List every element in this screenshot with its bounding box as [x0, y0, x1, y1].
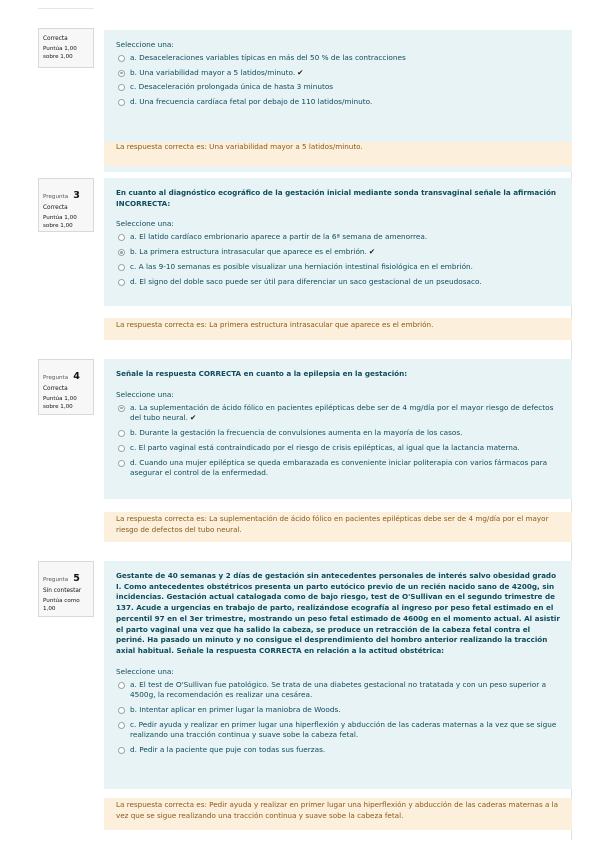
option-d[interactable] [116, 97, 560, 108]
points-line: Puntúa 1,00 [43, 215, 77, 221]
radio-button[interactable] [118, 707, 125, 714]
option-c[interactable] [116, 82, 560, 93]
option-d[interactable] [116, 277, 560, 288]
option-label: d. Cuando una mujer epiléptica se queda embarazada es conveniente iniciar politerapia con varios fármacos para asegurar el control de la enfermedad. [130, 457, 548, 478]
select-prompt: Seleccione una: [116, 40, 174, 49]
option-label: c. Pedir ayuda y realizar en primer lugar una hiperflexión y abducción de las caderas maternas a la vez que se sigue realizando una tracción continua y suave sobe la cabeza fetal. [130, 719, 557, 740]
radio-button[interactable] [118, 99, 125, 106]
question-state: Correcta [43, 386, 68, 392]
question-points [43, 598, 89, 613]
option-b[interactable] [116, 428, 560, 439]
question-text: Gestante de 40 semanas y 2 días de gestación sin antecedentes personales de interés salvo obesidad grado I. Como antecedentes obstétricos presenta un parto eutócico previo de un recién nacido sano de 4200g, sin incidencias. Gestación actual catalogada como de bajo riesgo, test de O'Sullivan en el segundo trimestre de 137. Acude a urgencias en trabajo de parto, realizándose ecografía al ingreso por peso fetal estimado en el percentil 97 en el 3er trimestre, mostrando un peso fetal estimado de 4600g en el momento actual. Al asistir el parto vaginal una vez que ha salido la cabeza, se produce un retracción de la cabeza fetal contra el periné. Ha pasado un minuto y no consigue el desprendimiento del hombro anterior realizando la tracción axial habitual. Señale la respuesta CORRECTA en relación a la actitud obstétrica: [116, 571, 560, 655]
option-b[interactable] [116, 705, 560, 716]
question-number: 5 [73, 573, 80, 584]
question-label: Pregunta [43, 194, 69, 200]
option-label: c. A las 9-10 semanas es posible visualizar una herniación intestinal fisiológica en el embrión. [130, 261, 473, 271]
radio-button[interactable] [118, 84, 125, 91]
radio-button-selected[interactable] [118, 70, 125, 77]
top-divider [38, 8, 94, 9]
points-line: sobre 1,00 [43, 222, 73, 229]
points-line: Puntúa 1,00 [43, 396, 77, 402]
option-label: d. El signo del doble saco puede ser útil para diferenciar un saco gestacional de un pseudosaco. [130, 276, 482, 286]
correct-answer-feedback [104, 142, 572, 166]
points-line: Puntúa 1,00 [43, 46, 77, 52]
radio-button[interactable] [118, 445, 125, 452]
question-number: 3 [73, 190, 80, 201]
option-c[interactable] [116, 720, 560, 741]
option-label: c. El parto vaginal está contraindicado por el riesgo de crisis epilépticas, al igual que la lactancia materna. [130, 442, 520, 452]
option-label: a. Desaceleraciones variables típicas en más del 50 % de las contracciones [130, 53, 406, 62]
option-label: b. La primera estructura intrasacular que aparece es el embrión. [130, 247, 367, 257]
question-label: Pregunta [43, 375, 69, 381]
question-state: Sin contestar [43, 588, 82, 594]
option-d[interactable] [116, 745, 560, 756]
option-label: a. El latido cardíaco embrionario aparece a partir de la 6ª semana de amenorrea. [130, 232, 428, 242]
question-points [43, 396, 89, 411]
option-d[interactable] [116, 458, 560, 479]
radio-button[interactable] [118, 279, 125, 286]
radio-button[interactable] [118, 55, 125, 62]
question-points [43, 46, 89, 61]
check-icon: ✔ [189, 413, 197, 423]
select-prompt: Seleccione una: [116, 219, 174, 229]
option-label: a. El test de O'Sullivan fue patológico. Se trata de una diabetes gestacional no tratatada y con un peso superior a 4500g, la recomendación es realizar una cesárea. [130, 679, 547, 700]
option-a[interactable] [116, 53, 560, 64]
radio-button[interactable] [118, 747, 125, 754]
points-line: 1,00 [43, 605, 56, 612]
answer-text: La respuesta correcta es: Pedir ayuda y realizar en primer lugar una hiperflexión y abducción de las caderas maternas a la vez que se sigue realizando una tracción continua y suave sobe la cabeza fetal. [116, 800, 559, 820]
option-label: b. Una variabilidad mayor a 5 latidos/minuto. [130, 67, 296, 77]
radio-button[interactable] [118, 722, 125, 729]
option-label: d. Una frecuencia cardíaca fetal por debajo de 110 latidos/minuto. [130, 97, 373, 107]
radio-button[interactable] [118, 430, 125, 437]
question-state: Correcta [43, 36, 68, 42]
option-label: b. Durante la gestación la frecuencia de convulsiones aumenta en la mayoría de los casos. [130, 428, 463, 438]
question-4-content [104, 359, 572, 499]
option-a[interactable] [116, 403, 560, 424]
answer-text: La respuesta correcta es: La primera estructura intrasacular que aparece es el embrión. [116, 320, 434, 329]
option-a[interactable] [116, 232, 560, 243]
radio-button[interactable] [118, 264, 125, 271]
radio-button[interactable] [118, 460, 125, 467]
question-4-info [38, 359, 94, 415]
question-number: 4 [73, 371, 80, 382]
question-2-info [38, 28, 94, 68]
question-points [43, 215, 89, 230]
question-3-info [38, 178, 94, 232]
points-line: sobre 1,00 [43, 403, 73, 410]
radio-button[interactable] [118, 682, 125, 689]
option-a[interactable] [116, 680, 560, 701]
question-label: Pregunta [43, 577, 69, 583]
option-label: b. Intentar aplicar en primer lugar la maniobra de Woods. [130, 705, 341, 715]
question-text: En cuanto al diagnóstico ecográfico de la gestación inicial mediante sonda transvaginal señale la afirmación INCORRECTA: [116, 188, 557, 208]
option-label: c. Desaceleración prolongada única de hasta 3 minutos [130, 82, 334, 92]
option-c[interactable] [116, 443, 560, 454]
correct-answer-feedback [104, 798, 572, 830]
correct-answer-feedback [104, 318, 572, 340]
radio-button[interactable] [118, 234, 125, 241]
answer-text: La respuesta correcta es: Una variabilidad mayor a 5 latidos/minuto. [116, 142, 363, 151]
answer-text: La respuesta correcta es: La suplementación de ácido fólico en pacientes epilépticas debe ser de 4 mg/día por el mayor riesgo de defectos del tubo neural. [116, 514, 549, 534]
option-b[interactable] [116, 68, 560, 79]
question-state: Correcta [43, 205, 68, 211]
points-line: Puntúa como [43, 598, 80, 604]
radio-button-selected[interactable] [118, 405, 125, 412]
question-5-info [38, 561, 94, 617]
question-5-content [104, 561, 572, 789]
check-icon: ✔ [297, 67, 304, 77]
correct-answer-feedback [104, 512, 572, 542]
option-label: d. Pedir a la paciente que puje con todas sus fuerzas. [130, 745, 326, 755]
check-icon: ✔ [368, 247, 376, 257]
points-line: sobre 1,00 [43, 53, 73, 60]
option-b[interactable] [116, 247, 560, 258]
question-3-content [104, 178, 572, 306]
option-c[interactable] [116, 262, 560, 273]
select-prompt: Seleccione una: [116, 389, 174, 399]
select-prompt: Seleccione una: [116, 666, 174, 676]
question-text: Señale la respuesta CORRECTA en cuanto a la epilepsia en la gestación: [116, 369, 408, 378]
option-label: a. La suplementación de ácido fólico en pacientes epilépticas debe ser de 4 mg/día por el mayor riesgo de defectos del tubo neural. [130, 402, 554, 423]
radio-button-selected[interactable] [118, 249, 125, 256]
